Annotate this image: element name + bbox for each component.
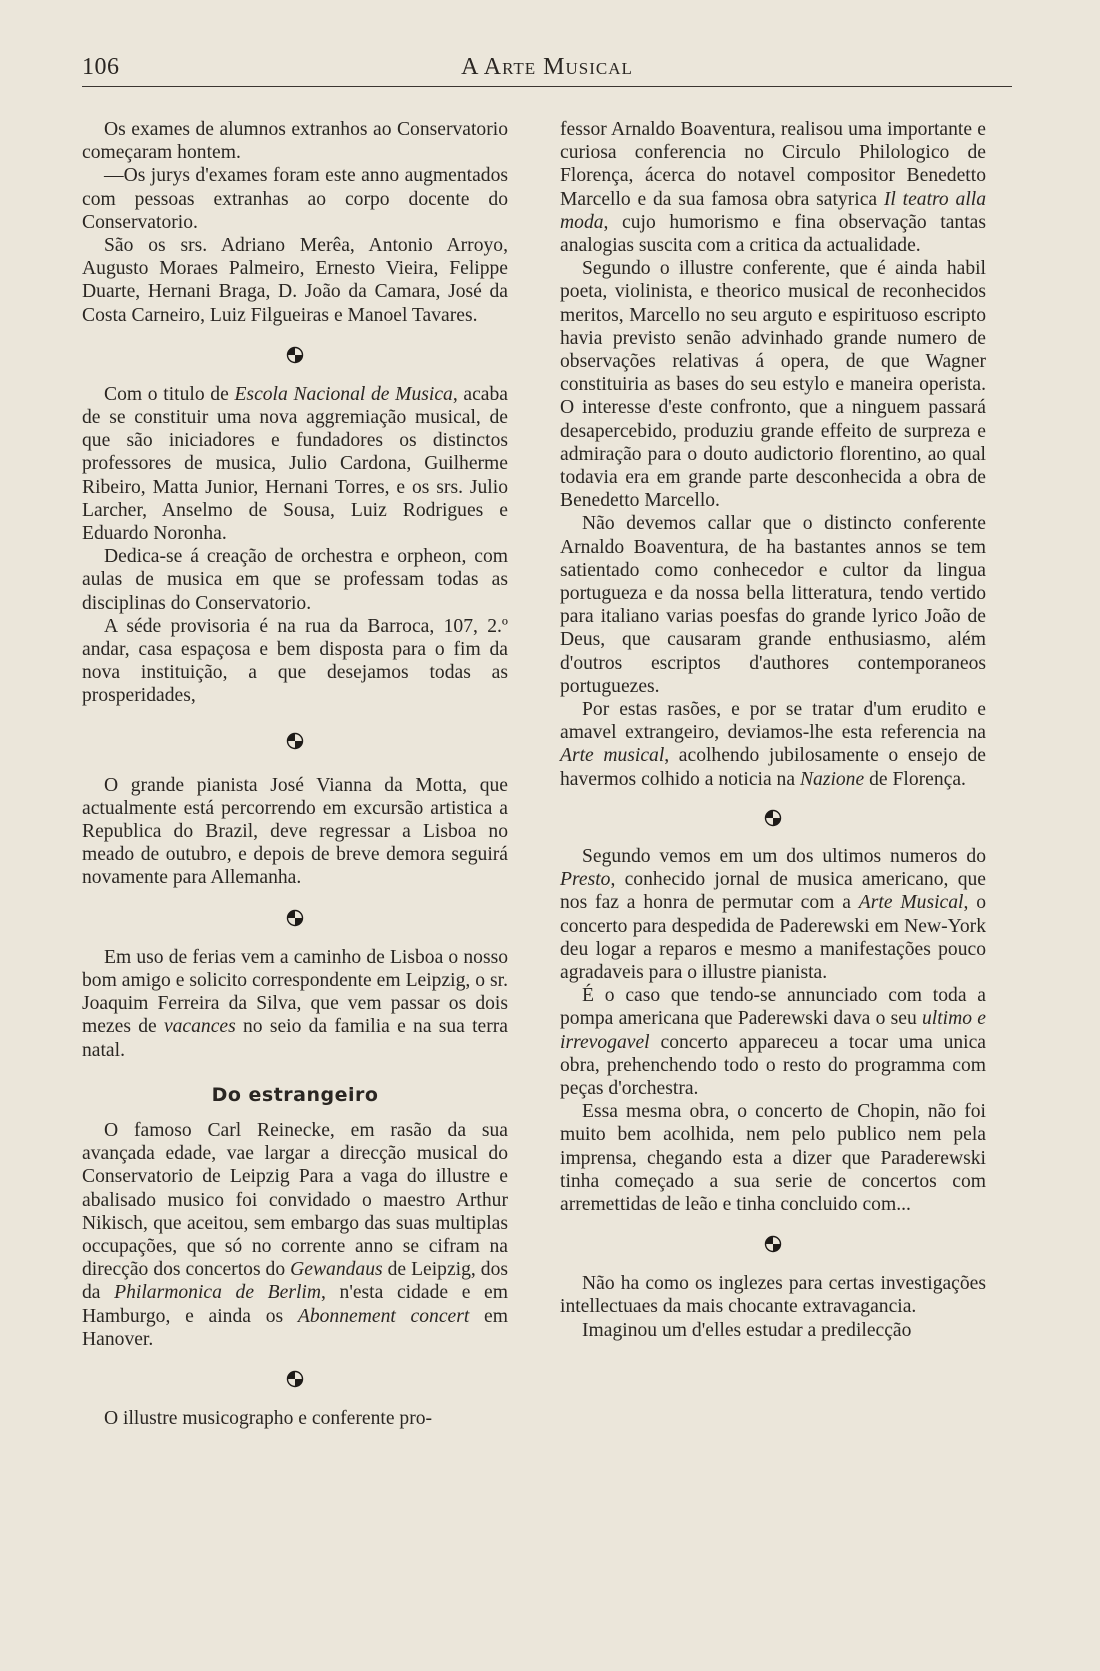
section-ornament bbox=[82, 327, 508, 383]
paragraph-jurys: —Os jurys d'exames foram este anno augmentados com pessoas extranhas ao corpo docente do Conservatorio. bbox=[82, 165, 508, 233]
section-ornament bbox=[560, 1216, 986, 1272]
section-ornament bbox=[82, 708, 508, 774]
paragraph-inglezes: Não ha como os inglezes para certas investigações intellectuaes da mais chocante extravagancia. bbox=[560, 1273, 986, 1318]
paragraph-ferreira-da-silva: Em uso de ferias vem a caminho de Lisboa o nosso bom amigo e solicito correspondente em Leipzig, o sr. Joaquim Ferreira da Silva, que vem passar os dois mezes de vacances no seio da familia e na sua terra natal. bbox=[82, 946, 508, 1061]
quartered-circle-ornament-icon bbox=[286, 732, 304, 750]
quartered-circle-ornament-icon bbox=[764, 809, 782, 827]
section-heading-do-estrangeiro: Do estrangeiro bbox=[211, 1083, 379, 1106]
paragraph-musicographo: O illustre musicographo e conferente pro- bbox=[104, 1407, 433, 1429]
quartered-circle-ornament-icon bbox=[286, 909, 304, 927]
paragraph-presto-paderewski: Segundo vemos em um dos ultimos numeros do Presto, conhecido jornal de musica americano, que nos faz a honra de permutar com a Arte Musical, o concerto para despedida de Paderewski em New-York deu logar a reparos e mesmo a manifestações pouco agradaveis para o illustre pianista. bbox=[560, 845, 987, 983]
left-column bbox=[82, 118, 508, 1430]
paragraph-escola-nacional: Com o titulo de Escola Nacional de Musica, acaba de se constituir uma nova aggremiação musical, de que são iniciadores e fundadores os distinctos professores de musica, Julio Cardona, Guilherme Ribeiro, Matta Junior, Hernani Torres, e os srs. Julio Larcher, Anselmo de Sousa, Luiz Rodrigues e Eduardo Noronha. bbox=[82, 383, 508, 545]
paragraph-reinecke: O famoso Carl Reinecke, em rasão da sua avançada edade, vae largar a direcção musical do Conservatorio de Leipzig Para a vaga do illustre e abalisado musico foi convidado o maestro Arthur Nikisch, que aceitou, sem embargo das suas multiplas occupações, que só no corrente anno se cifram na direcção dos concertos do Gewandaus de Leipzig, dos da Philarmonica de Berlim, n'esta cidade e em Hamburgo, e ainda os Abonnement concert em Hanover. bbox=[82, 1119, 508, 1350]
paragraph-vianna-da-motta: O grande pianista José Vianna da Motta, que actualmente está percorrendo em excursão artistica a Republica do Brazil, deve regressar a Lisboa no meado de outubro, e depois de breve demora seguirá novamente para Allemanha. bbox=[82, 774, 508, 889]
paragraph-sede: A séde provisoria é na rua da Barroca, 107, 2.º andar, casa espaçosa e bem disposta para o fim da nova instituição, a que desejamos todas as prosperidades, bbox=[82, 615, 508, 707]
page-header bbox=[82, 52, 1012, 86]
paragraph-boaventura-conferencia: fessor Arnaldo Boaventura, realisou uma importante e curiosa conferencia no Circulo Philologico de Florença, ácerca do notavel compositor Benedetto Marcello e da sua famosa obra satyrica Il teatro alla moda, cujo humorismo e fina observação tantas analogias suscita com a critica da actualidade. bbox=[560, 119, 986, 257]
section-ornament bbox=[82, 1351, 508, 1407]
page-number: 106 bbox=[82, 54, 120, 80]
paragraph-chopin: Essa mesma obra, o concerto de Chopin, não foi muito bem acolhida, nem pelo publico nem pela imprensa, chegando esta a dizer que Paraderewski tinha começado a sua serie de concertos com arremettidas de leão e tinha concluido com... bbox=[560, 1101, 986, 1215]
header-rule bbox=[82, 86, 1012, 87]
section-ornament bbox=[560, 791, 986, 845]
paragraph-referencia: Por estas rasões, e por se tratar d'um erudito e amavel extrangeiro, deviamos-lhe esta referencia na Arte musical, acolhendo jubilosamente o ensejo de havermos colhido a noticia na Nazione de Florença. bbox=[560, 699, 986, 790]
paragraph-orchestra: Dedica-se á creação de orchestra e orpheon, com aulas de musica em que se professam todas as disciplinas do Conservatorio. bbox=[82, 546, 508, 614]
right-column bbox=[560, 118, 986, 1342]
quartered-circle-ornament-icon bbox=[286, 346, 304, 364]
section-ornament bbox=[82, 890, 508, 946]
paragraph-marcello-wagner: Segundo o illustre conferente, que é ainda habil poeta, violinista, e theorico musical de reconhecidos meritos, Marcello no seu arguto e espirituoso escripto havia previsto senão advinhado grande numero de observações relativas á opera, de que Wagner constituiria as bases do seu estylo e maneira operista. O interesse d'este confronto, que a ninguem passará desapercebido, produziu grande effeito de surpreza e admiração para o douto audictorio florentino, ao qual todavia era em grande parte desconhecida a obra de Benedetto Marcello. bbox=[560, 258, 986, 512]
quartered-circle-ornament-icon bbox=[286, 1370, 304, 1388]
paragraph-ultimo-concerto: É o caso que tendo-se annunciado com toda a pompa americana que Paderewski dava o seu ultimo e irrevogavel concerto appareceu a tocar uma unica obra, prehenchendo todo o resto do programma com peças d'orchestra. bbox=[560, 985, 987, 1099]
paragraph-predileccao: Imaginou um d'elles estudar a predilecção bbox=[582, 1319, 912, 1341]
quartered-circle-ornament-icon bbox=[764, 1235, 782, 1253]
paragraph-exams: Os exames de alumnos extranhos ao Conservatorio começaram hontem. bbox=[82, 119, 508, 164]
paragraph-jury-members: São os srs. Adriano Merêa, Antonio Arroyo, Augusto Moraes Palmeiro, Ernesto Vieira, Felippe Duarte, Hernani Braga, D. João da Camara, José da Costa Carneiro, Luiz Filgueiras e Manoel Tavares. bbox=[82, 235, 508, 326]
paragraph-boaventura-litteratura: Não devemos callar que o distincto conferente Arnaldo Boaventura, de ha bastantes annos se tem satientado como conhecedor e cultor da lingua portugueza e da nossa bella litteratura, tendo vertido para italiano varias poesfas do grande lyrico João de Deus, que causaram grande enthusiasmo, além d'outros escriptos d'authores contemporaneos portuguezes. bbox=[560, 513, 986, 697]
running-title: A Arte Musical bbox=[461, 54, 633, 80]
